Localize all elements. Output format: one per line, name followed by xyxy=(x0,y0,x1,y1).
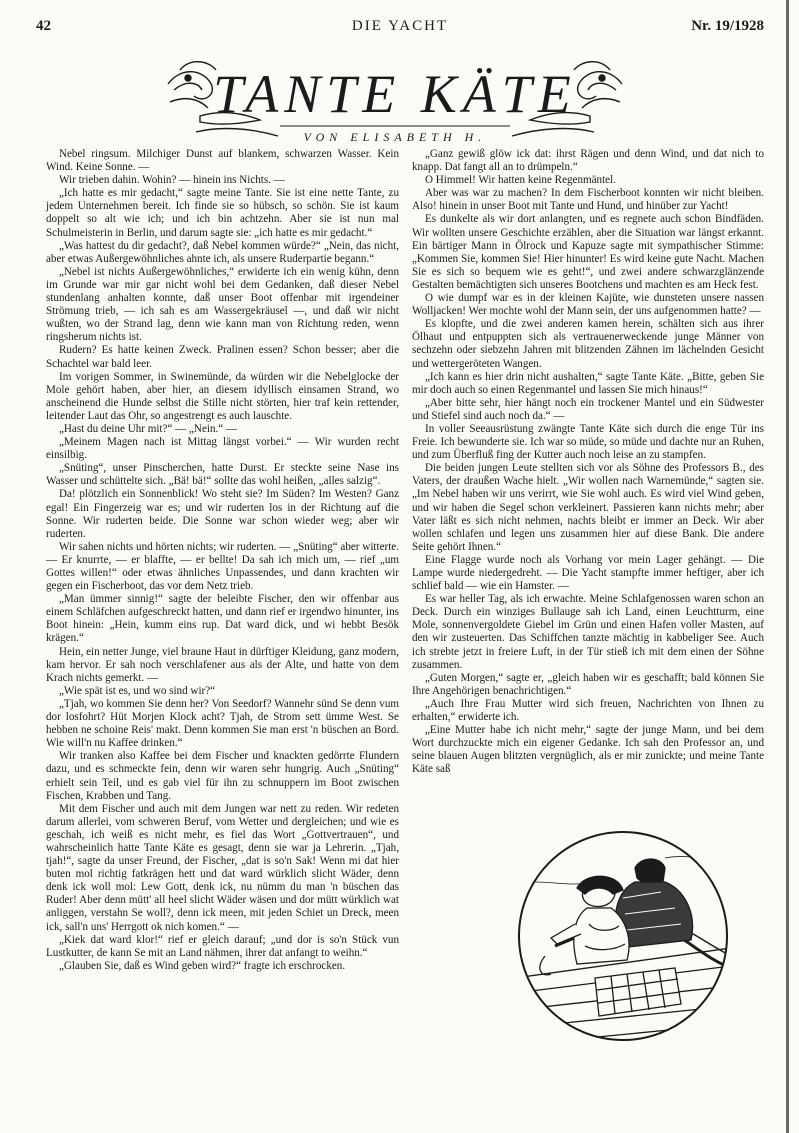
right-column-paragraph: Die beiden jungen Leute stellten sich vor als Söhne des Professors B., des Vaters, der draußen Wache hielt. „Wir wollen nach Warnemünde,“ sagten sie. „Im Nebel haben wir uns verirrt, wie Sie wohl auch. Es wird viel Wind geben, und wir haben die Segel schon verkleinert. Passieren kann nichts mehr; aber Vater läßt es sich nicht nehmen, nachts bleibt er immer an Deck. Wir aber wollen schlafen und legen uns zusammen hier auf diese Bank. Die andere Seite gehört Ihnen.“ xyxy=(412,462,764,553)
left-column-paragraph: Rudern? Es hatte keinen Zweck. Pralinen essen? Schon besser; aber die Schachtel war bald leer. xyxy=(46,344,399,370)
text-column-right xyxy=(412,148,764,777)
story-byline: VON ELISABETH H. xyxy=(303,130,487,144)
story-title: TANTE KÄTE xyxy=(213,64,577,124)
left-column-paragraph: „Glauben Sie, daß es Wind geben wird?“ fragte ich erschrocken. xyxy=(59,959,346,972)
left-column-paragraph: Wir tranken also Kaffee bei dem Fischer und knackten gedörrte Flundern dazu, und es schmeckte fein, denn wir waren sehr hungrig. Auch „Snüting“ erhielt sein Teil, und es gab viel für ihn zu schnuppern im Boot zwischen Fischen, Krabben und Tang. xyxy=(46,750,399,802)
title-banner-art xyxy=(160,50,630,150)
right-column-paragraph: „Auch Ihre Frau Mutter wird sich freuen, Nachrichten von Ihnen zu erhalten,“ erwiderte ich. xyxy=(412,697,764,724)
left-column-paragraph: „Nebel ist nichts Außergewöhnliches,“ erwiderte ich ein wenig kühn, denn im Grunde war mir gar nicht wohl bei dem Gedanken, daß dieser Nebel stundenlang anhalten konnte, daß unser Boot offenbar mit irgendeiner Strömung trieb, — ich sah es am Wassergekräusel —, und daß wir nicht wußten, wo der Strand lag, denn wie kann man von Richtung reden, wenn ringsherum nichts ist. xyxy=(46,265,399,344)
left-column-paragraph: Nebel ringsum. Milchiger Dunst auf blankem, schwarzen Wasser. Kein Wind. Keine Sonne. — xyxy=(46,148,399,174)
right-column-paragraph: In voller Seeausrüstung zwängte Tante Käte sich durch die enge Tür ins Freie. Ich bewunderte sie. Ich war so müde, so müde und dachte nur an Ruhen, und zum Überfluß fing der Kutter auch noch leise an zu stampfen. xyxy=(412,422,764,462)
right-column-paragraph: Eine Flagge wurde noch als Vorhang vor mein Lager gehängt. — Die Lampe wurde niedergedreht. — Die Yacht stampfte immer heftiger, aber ich schlief bald — wie ein Hamster. — xyxy=(412,553,764,593)
title-banner xyxy=(160,50,630,160)
left-column-paragraph: „Kiek dat ward klor!“ rief er gleich darauf; „und dor is so'n Stück vun Lustkutter, de kann Se mit an Land nähmen, ihrer dat anfangt to weihn.“ xyxy=(46,933,399,959)
left-column-paragraph: Wir sahen nichts und hörten nichts; wir ruderten. — „Snüting“ aber witterte. — Er knurrte, — er blaffte, — er bellte! Da sah ich mich um, — rief „um Gottes willen!“ oder etwas ähnliches Unpassendes, und dann krachten wir gegen ein Fischerboot, das vor dem Netz trieb. xyxy=(46,540,399,593)
right-column-paragraph: „Ganz gewiß glöw ick dat: ihrst Rägen und denn Wind, und dat nich to knapp. Dat fangt all an to drümpeln.“ xyxy=(412,148,764,174)
left-column-paragraph: Wir trieben dahin. Wohin? — hinein ins Nichts. — xyxy=(59,174,285,187)
illustration xyxy=(515,828,731,1044)
left-column-paragraph: Im vorigen Sommer, in Swinemünde, da würden wir die Nebelglocke der Mole gehört haben, aber hier, an diesem idyllisch einsamen Strand, wo anscheinend die Hunde selbst die Stille nicht störten, hier traf kein rettender, leitender Laut das Ohr, so angestrengt es auch lauschte. xyxy=(46,370,399,422)
left-column-paragraph: Mit dem Fischer und auch mit dem Jungen war nett zu reden. Wir redeten darum allerlei, vom schweren Beruf, vom Wetter und dergleichen; und wie es geschah, ich weiß es nicht mehr, es fiel das Wort „Gottvertrauen“, und wahrscheinlich hatte Tante Käte es gesagt, denn sie war ja Lehrerin. „Tjah, tjah!“, sagte da unser Freund, der Fischer, „dat is so'n Sak! Wenn mi dat hier buten mol richtig fatkrägen hett und dat ward würklich slicht Wäder, denn denk ick woll mol: Lew Gott, denk ick, nu nümm du man 'n büschen das Ruder! Aber denn mütt' all heel slicht Wäder wäsen und dor mütt würklich wat anliggen, verstahn Se woll?, denn ick meen, mit jeden Schiet un Dreck, meen ick, sall'n uns' Herrgott ok nich komen.“ — xyxy=(46,802,399,933)
right-column-paragraph: „Guten Morgen,“ sagte er, „gleich haben wir es geschafft; bald können Sie Ihre Angehörigen benachrichtigen.“ xyxy=(412,671,764,697)
left-column-paragraph: „Meinem Magen nach ist Mittag längst vorbei.“ — Wir wurden recht einsilbig. xyxy=(46,436,399,462)
right-column-paragraph: O wie dumpf war es in der kleinen Kajüte, wie dunsteten unsere nassen Wolljacken! Wer mochte wohl der Mann sein, der uns aufgenommen hatte? — xyxy=(412,292,764,318)
text-column-left xyxy=(46,148,399,973)
right-column-paragraph: „Ich kann es hier drin nicht aushalten,“ sagte Tante Käte. „Bitte, geben Sie mir doch auch so einen Regenmantel und lassen Sie mich hinaus!“ xyxy=(412,370,764,396)
left-column-paragraph: „Hast du deine Uhr mit?“ — „Nein.“ — xyxy=(59,422,238,435)
page-edge-shadow xyxy=(786,0,789,1133)
right-column-paragraph: Es war heller Tag, als ich erwachte. Meine Schlafgenossen waren schon an Deck. Durch ein winziges Bullauge sah ich Land, einen Leuchtturm, eine Mole, sonnenvergoldete Giebel im Grün und einen Hafen voller Masten, auf den wir zusteuerten. Das Schiffchen tanzte mächtig in kabbeliger See. Auch ich strebte jetzt in freiere Luft, in der Tür stieß ich mit dem einen der Söhne zusammen. xyxy=(412,593,764,671)
right-column-paragraph: O Himmel! Wir hatten keine Regenmäntel. xyxy=(425,174,616,187)
left-column-paragraph: „Man ümmer sinnig!“ sagte der beleibte Fischer, den wir offenbar aus einem Schläfchen aufgeschreckt hatten, und dann rief er irgendwo hinunter, ins Boot hinein: „Hein, kumm eins rup. Dat ward dick, und wi hebbt Besök krägen.“ xyxy=(46,593,399,645)
right-column-paragraph: „Aber bitte sehr, hier hängt noch ein trockener Mantel und ein Südwester und Stiefel sind auch noch da.“ — xyxy=(412,396,764,422)
left-column-paragraph: „Was hattest du dir gedacht?, daß Nebel kommen würde?“ „Nein, das nicht, aber etwas Außergewöhnliches ahnte ich, als unsere Ruderpartie begann.“ xyxy=(46,239,399,265)
right-column-paragraph: Es klopfte, und die zwei anderen kamen herein, schälten sich aus ihrer Ölhaut und entpuppten sich als vertrauenerweckende junge Männer von sechzehn oder siebzehn Jahren mit blitzenden Zähnen im lächelnden Gesicht und wettergeröteten Wangen. xyxy=(412,318,764,370)
right-column-paragraph: Es dunkelte als wir dort anlangten, und es regnete auch schon Bindfäden. Wir wollten unsere Geschichte erzählen, aber die Situation war längst erkannt. Ein bärtiger Mann in Ölrock und Kapuze sagte mit sympathischer Stimme: „Kommen Sie, kommen Sie! Hier hinunter! Es wird keine gute Nacht. Machen Sie es sich so bequem wie es geht!“, und zwei andere schwarzglänzende Gestalten bemächtigten sich unseres Bootchens und machten es am Heck fest. xyxy=(412,213,764,291)
left-column-paragraph: Hein, ein netter Junge, viel braune Haut in dürftiger Kleidung, ganz modern, kam hervor. Er sah noch verschlafener aus als der Alte, und hatte von dem Krach nichts gemerkt. — xyxy=(46,645,399,684)
page-number: 42 xyxy=(36,18,51,34)
left-column-paragraph: „Tjah, wo kommen Sie denn her? Von Seedorf? Wannehr sünd Se denn vum dor losfohrt? Hüt Morjen Klock acht? Tjah, de Strom sett ümme West. Se hebben ne schoine Reis' makt. Denn kommen Sie man erst 'n büschen an Bord. Wie will'n nu Kaffee drinken.“ xyxy=(46,697,399,750)
sailboat-scene-illustration xyxy=(515,828,731,1044)
left-column-paragraph: „Snüting“, unser Pinscherchen, hatte Durst. Er steckte seine Nase ins Wasser und schüttelte sich. „Bä! bä!“ sollte das wohl heißen, „alles salzig“. xyxy=(46,462,399,488)
right-column-paragraph: Aber was war zu machen? In dem Fischerboot konnten wir nicht bleiben. Also! hinein in unser Boot mit Tante und Hund, und hinüber zur Yacht! xyxy=(412,187,764,213)
page-header xyxy=(36,18,764,40)
left-column-paragraph: „Wie spät ist es, und wo sind wir?“ xyxy=(59,684,216,697)
magazine-title: DIE YACHT xyxy=(351,18,449,34)
left-column-paragraph: Da! plötzlich ein Sonnenblick! Wo steht sie? Im Süden? Im Westen? Ganz egal! Ein Fingerzeig war es; und wir ruderten los in der Richtung auf die Sonne. Wir ruderten beide. Die Sonne war schon wieder weg; aber wir ruderten. xyxy=(46,488,399,540)
right-column-paragraph: „Eine Mutter habe ich nicht mehr,“ sagte der junge Mann, und bei dem Wort durchzuckte mich ein eigener Gedanke. Ich sah den Professor an, und seine blauen Augen blitzten vergnüglich, als er mir zunickte; und meine Tante Käte saß xyxy=(412,724,764,776)
issue-number: Nr. 19/1928 xyxy=(691,18,764,34)
left-column-paragraph: „Ich hatte es mir gedacht,“ sagte meine Tante. Sie ist eine nette Tante, zu jedem Unternehmen bereit. Ich finde sie so hübsch, so schön. Sie ist kaum doppelt so alt wie ich; und ich bin achtzehn. Aber sie ist nun mal Schulmeisterin in Berlin, und darum sagte sie: „ich hatte es mir gedacht.“ xyxy=(46,187,399,239)
